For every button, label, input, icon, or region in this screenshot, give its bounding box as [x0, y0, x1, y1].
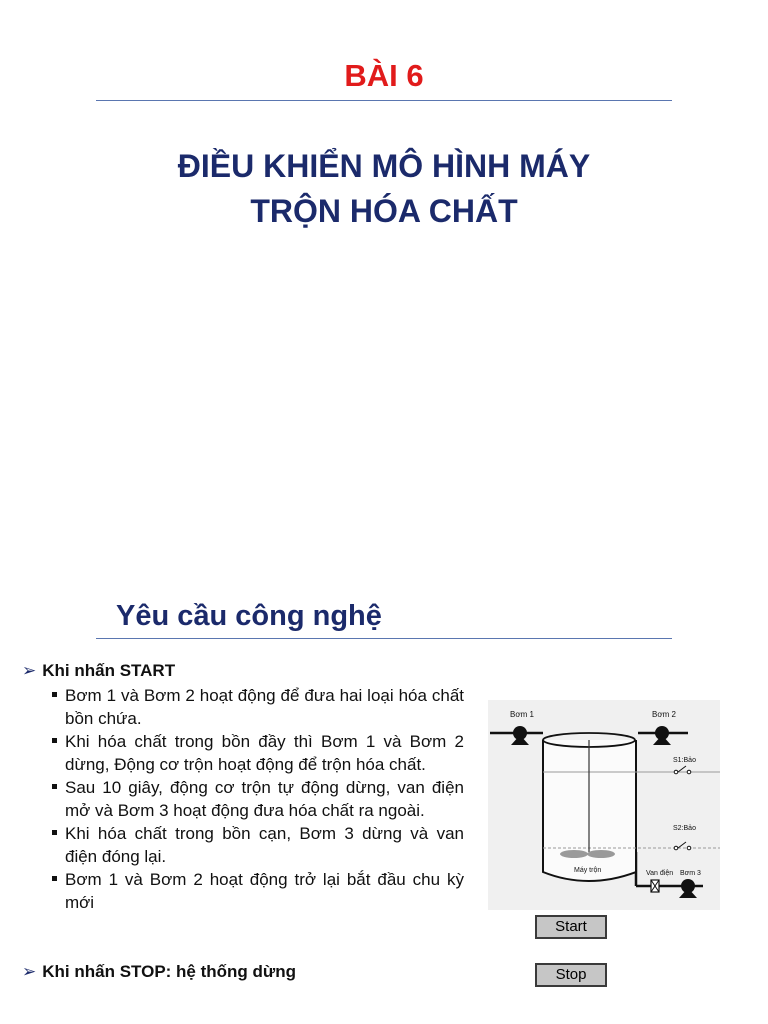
list-item: Bơm 1 và Bơm 2 hoạt động trở lại bắt đầu chu kỳ mới: [50, 868, 464, 914]
valve-icon: [651, 880, 659, 892]
sensor-2-label: S2:Bảo: [673, 825, 696, 832]
list-item: Khi hóa chất trong bồn cạn, Bơm 3 dừng và van điện đóng lại.: [50, 822, 464, 868]
list-item: Bơm 1 và Bơm 2 hoạt động để đưa hai loại hóa chất bồn chứa.: [50, 684, 464, 730]
title-line-2: TRỘN HÓA CHẤT: [250, 193, 518, 229]
lesson-number: BÀI 6: [344, 58, 424, 93]
list-item: Sau 10 giây, động cơ trộn tự động dừng, van điện mở và Bơm 3 hoạt động đưa hóa chất ra ngoài.: [50, 776, 464, 822]
arrow-bullet-icon: ➢: [22, 962, 37, 981]
mixer-blade-left: [560, 850, 588, 858]
arrow-bullet-icon: ➢: [22, 661, 37, 680]
start-button[interactable]: Start: [535, 915, 607, 939]
valve-label: Van điện: [646, 870, 674, 877]
stop-heading-text: Khi nhấn STOP: hệ thống dừng: [42, 962, 296, 981]
section-divider: [96, 638, 672, 639]
stop-heading: [22, 962, 296, 982]
pump-2-label: Bơm 2: [652, 710, 676, 719]
list-item: Khi hóa chất trong bồn đầy thì Bơm 1 và Bơm 2 dừng, Động cơ trộn hoạt động để trộn hóa chất.: [50, 730, 464, 776]
start-heading-text: Khi nhấn START: [42, 661, 176, 680]
section-title: Yêu cầu công nghệ: [116, 600, 382, 632]
mixer-label: Máy trộn: [574, 867, 602, 874]
title-divider: [96, 100, 672, 101]
title-line-1: ĐIỀU KHIỂN MÔ HÌNH MÁY: [177, 148, 591, 184]
pump-3-label: Bơm 3: [680, 870, 701, 877]
start-steps-list: [50, 684, 464, 914]
mixer-diagram: [488, 700, 720, 910]
start-heading: [22, 661, 175, 681]
pump-1-label: Bơm 1: [510, 710, 534, 719]
mixer-blade-right: [587, 850, 615, 858]
stop-button[interactable]: Stop: [535, 963, 607, 987]
sensor-1-label: S1:Bảo: [673, 757, 696, 764]
